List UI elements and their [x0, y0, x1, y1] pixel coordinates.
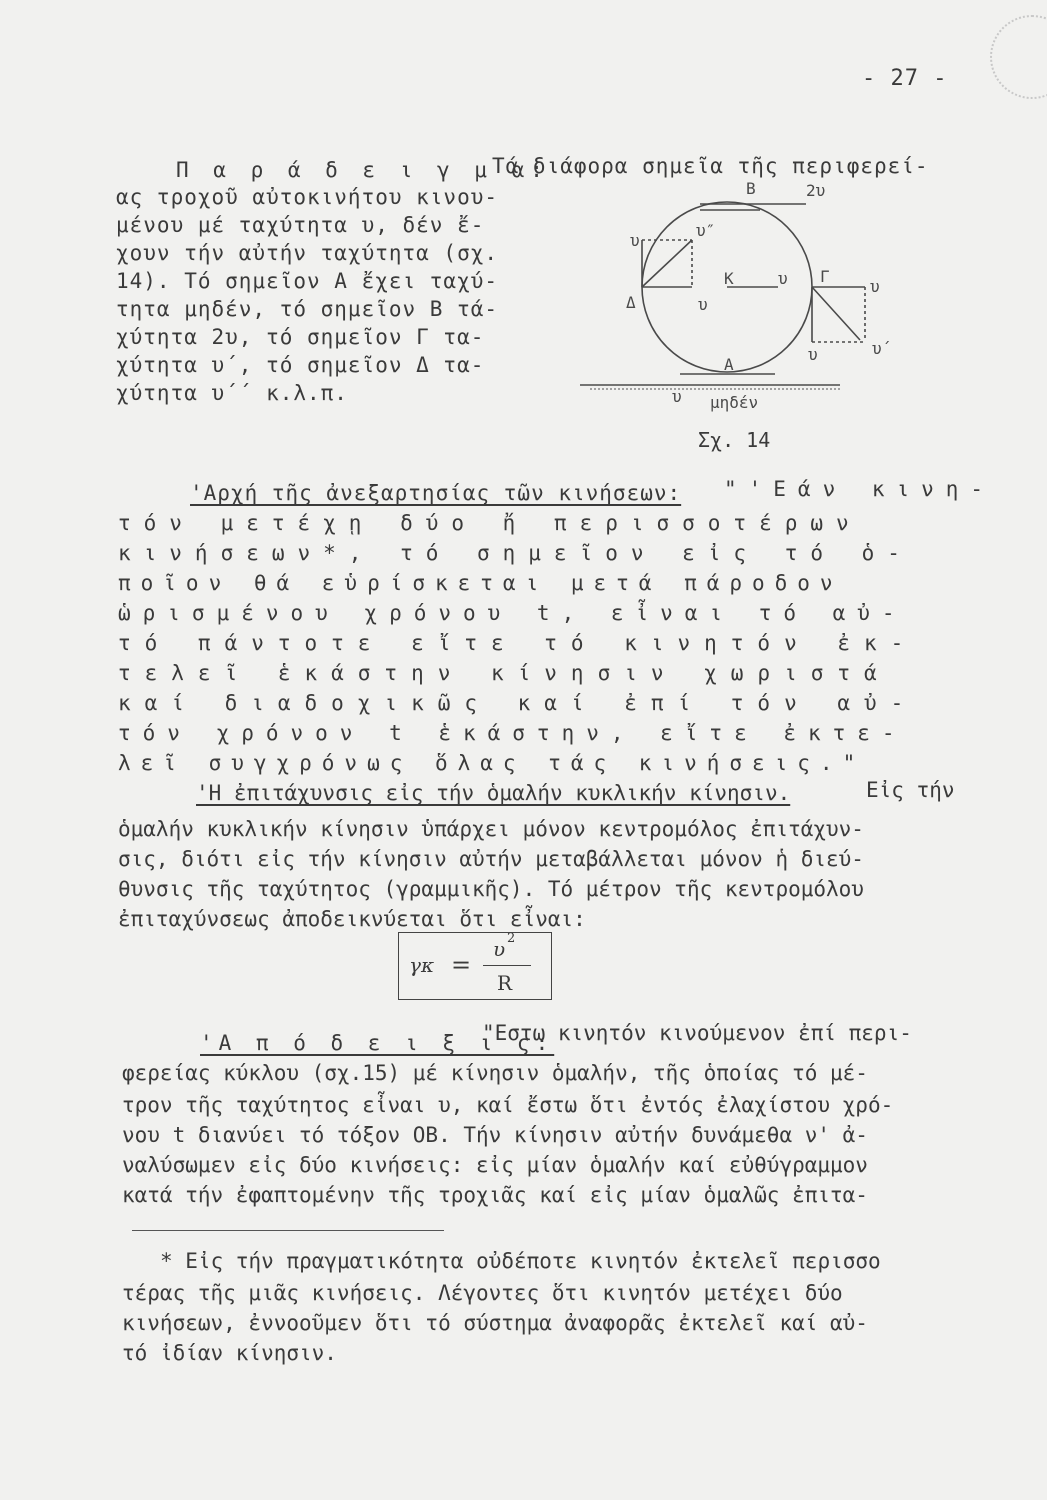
example-line: μένου μέ ταχύτητα υ, δέν ἔ- [116, 213, 485, 237]
example-line: χύτητα υ΄, τό σημεῖον Δ τα- [116, 353, 485, 377]
label-Delta: Δ [626, 293, 636, 312]
label-v-left-top: υ [630, 231, 640, 250]
footnote-line: * Εἰς τήν πραγματικότητα οὐδέποτε κινητόν ἐκτελεῖ περισσο [160, 1249, 881, 1273]
proof-heading: 'Α π ό δ ε ι ξ ι ς: [200, 1031, 555, 1055]
proof-line: νου t διανύει τό τόξον ΟΒ. Τήν κίνησιν αὐτήν δυνάμεθα ν' ἀ- [122, 1123, 868, 1147]
vector-v-prime [812, 287, 860, 340]
independence-line: κινήσεων*, τό σημεῖον εἰς τό ὁ- [118, 541, 913, 565]
independence-line: καί διαδοχικῶς καί ἐπί τόν αὐ- [118, 691, 918, 715]
footnote-line: τέρας τῆς μιᾶς κινήσεις. Λέγοντες ὅτι κινητόν μετέχει δύο [122, 1281, 843, 1305]
example-line: ας τροχοῦ αὐτοκινήτου κινου- [116, 185, 499, 209]
formula-exponent: 2 [507, 931, 516, 946]
example-line: Τά διάφορα σημεῖα τῆς περιφερεί- [492, 154, 929, 178]
acceleration-line: σις, διότι εἰς τήν κίνησιν αὐτήν μεταβάλλεται μόνον ἡ διεύ- [118, 847, 864, 871]
label-v-left: υ [698, 295, 708, 314]
proof-line: "Εστω κινητόν κινούμενον ἐπί περι- [482, 1021, 912, 1045]
centripetal-formula [398, 932, 552, 1000]
independence-line: τόν μετέχῃ δύο ἤ περισσοτέρων [118, 511, 862, 535]
proof-line: τρον τῆς ταχύτητος εἶναι υ, καί ἔστω ὅτι ἐντός ἐλαχίστου χρό- [122, 1093, 894, 1117]
example-line: χύτητα 2υ, τό σημεῖον Γ τα- [116, 325, 485, 349]
footnote-line: τό ἰδίαν κίνησιν. [122, 1341, 337, 1365]
formula-numerator: υ [493, 937, 506, 961]
page-number: - 27 - [862, 66, 948, 91]
independence-heading: 'Αρχή τῆς ἀνεξαρτησίας τῶν κινήσεων: [190, 481, 682, 505]
label-K: Κ [724, 269, 734, 288]
label-2v: 2υ [806, 181, 826, 200]
label-v-right: υ [870, 277, 880, 296]
acceleration-line: Εἰς τήν [866, 778, 955, 802]
fraction-bar [483, 965, 531, 966]
stamp-mark [990, 15, 1047, 99]
label-A: Α [724, 355, 734, 374]
independence-line: ὡρισμένου χρόνου t, εἶναι τό αὐ- [118, 601, 907, 625]
label-v-double-prime: υ″ [696, 221, 716, 240]
label-mhden: μηδέν [710, 393, 759, 412]
acceleration-heading: 'Η ἐπιτάχυνσις εἰς τήν ὁμαλήν κυκλικήν κίνησιν. [196, 781, 791, 805]
independence-line: λεῖ συγχρόνως ὅλας τάς κινήσεις." [118, 751, 866, 775]
proof-line: φερείας κύκλου (σχ.15) μέ κίνησιν ὁμαλήν, τῆς ὁποίας τό μέ- [122, 1061, 868, 1085]
formula-equals: = [451, 951, 472, 979]
label-v-center: υ [778, 269, 788, 288]
independence-line: ποῖον θά εὑρίσκεται μετά πάροδον [118, 571, 843, 595]
acceleration-line: ὁμαλήν κυκλικήν κίνησιν ὑπάρχει μόνον κεντρομόλος ἐπιτάχυν- [118, 817, 864, 841]
example-line: χύτητα υ΄΄ κ.λ.π. [116, 381, 348, 405]
footnote-line: κινήσεων, ἐννοοῦμεν ὅτι τό σύστημα ἀναφορᾶς ἐκτελεῖ καί αὐ- [122, 1311, 868, 1335]
label-B: Β [746, 180, 756, 198]
label-Gamma: Γ [820, 267, 830, 286]
label-v-prime: υ΄ [872, 339, 892, 358]
proof-line: ναλύσωμεν εἰς δύο κινήσεις: εἰς μίαν ὁμαλήν καί εὐθύγραμμον [122, 1153, 868, 1177]
acceleration-line: ἐπιταχύνσεως ἀποδεικνύεται ὅτι εἶναι: [118, 907, 586, 931]
vector-v-double-prime [642, 240, 692, 287]
independence-line: τόν χρόνον t ἑκάστην, εἴτε ἐκτε- [118, 721, 907, 745]
footnote-separator [132, 1230, 444, 1231]
figure-caption: Σχ. 14 [698, 428, 771, 452]
formula-denominator: R [497, 971, 513, 995]
independence-line: τό πάντοτε εἴτε τό κινητόν ἐκ- [118, 631, 918, 655]
wheel-velocity-diagram [560, 180, 900, 460]
acceleration-line: θυνσις τῆς ταχύτητος (γραμμικῆς). Τό μέτρον τῆς κεντρομόλου [118, 877, 864, 901]
formula-lhs: γκ [409, 953, 435, 977]
example-line: τητα μηδέν, τό σημεῖον Β τά- [116, 297, 499, 321]
independence-line: τελεῖ ἑκάστην κίνησιν χωριστά [118, 661, 891, 685]
example-line: χουν τήν αὐτήν ταχύτητα (σχ. [116, 241, 499, 265]
example-heading: Π α ρ ά δ ε ι γ μ α: [176, 158, 549, 182]
example-line: 14). Τό σημεῖον Α ἔχει ταχύ- [116, 269, 499, 293]
independence-line: "'Εάν κινη- [724, 477, 996, 501]
proof-line: κατά τήν ἐφαπτομένην τῆς τροχιᾶς καί εἰς μίαν ὁμαλῶς ἐπιτα- [122, 1183, 868, 1207]
label-v-bottom-right: υ [808, 345, 818, 364]
label-v-ground: υ [672, 387, 682, 406]
